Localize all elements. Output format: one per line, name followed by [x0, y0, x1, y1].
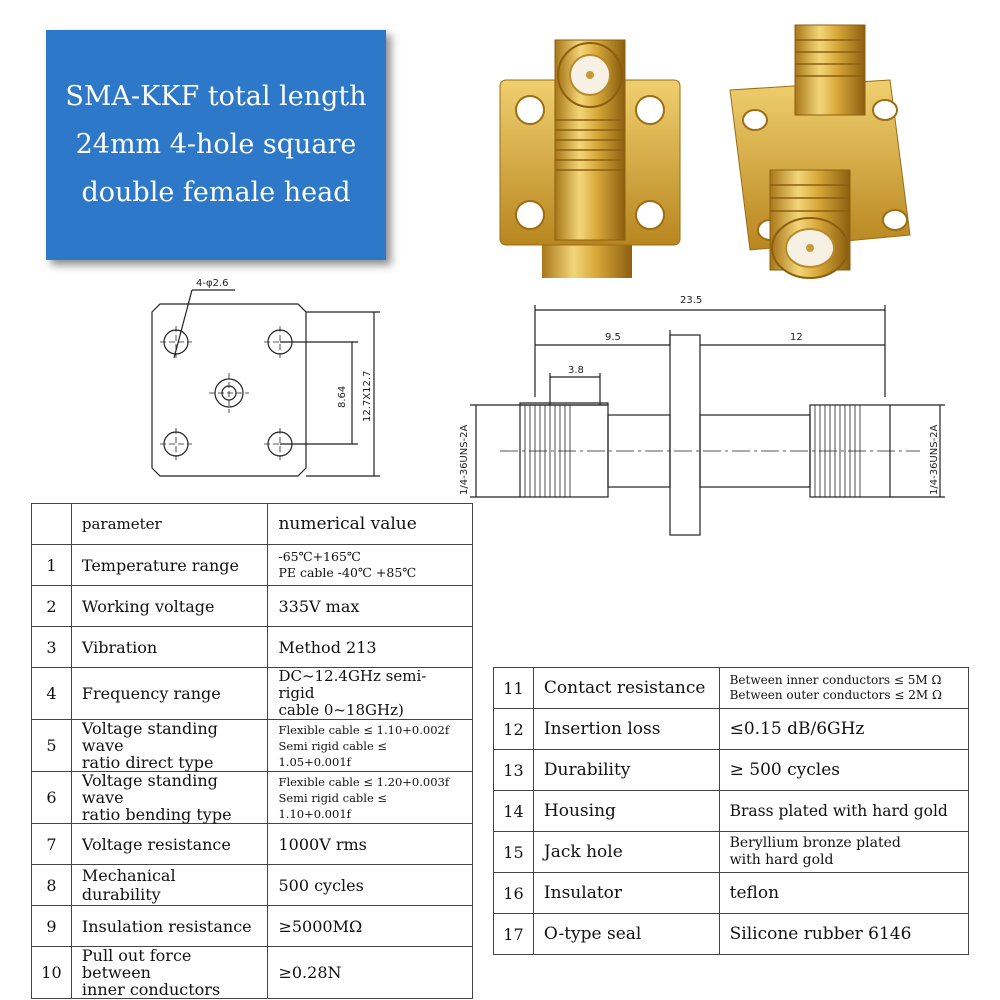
row-value: Brass plated with hard gold — [719, 791, 968, 832]
thread-right-label: 1/4-36UNS-2A — [929, 424, 940, 495]
row-number: 8 — [32, 865, 72, 906]
row-number: 10 — [32, 947, 72, 999]
param-line: ratio bending type — [81, 805, 232, 824]
table-row — [32, 947, 473, 999]
dim-left-label: 9.5 — [605, 332, 621, 343]
title-line-2: 24mm 4-hole square — [75, 129, 357, 160]
param-line: Voltage standing wave — [81, 771, 218, 807]
row-param: Temperature range — [71, 545, 268, 586]
table-row — [32, 545, 473, 586]
product-photo — [490, 20, 970, 290]
row-value: Silicone rubber 6146 — [719, 914, 968, 955]
row-number: 6 — [32, 772, 72, 824]
row-param — [71, 772, 268, 824]
table-row — [32, 865, 473, 906]
row-param: Insulation resistance — [71, 906, 268, 947]
value-line: Flexible cable ≤ 1.20+0.003f — [278, 774, 450, 789]
value-line: -65℃+165℃ — [278, 549, 361, 564]
table-row — [494, 668, 969, 709]
value-line: with hard gold — [729, 852, 834, 868]
table-row — [494, 791, 969, 832]
header-parameter: parameter — [71, 504, 268, 545]
param-line: Voltage standing wave — [81, 719, 218, 755]
row-value — [719, 668, 968, 709]
table-row — [32, 824, 473, 865]
row-param: Insulator — [533, 873, 719, 914]
parameter-table-2 — [493, 667, 969, 955]
row-param: Frequency range — [71, 668, 268, 720]
param-line: inner conductors — [81, 980, 221, 999]
title-line-1: SMA-KKF total length — [65, 81, 367, 112]
value-line: DC~12.4GHz semi-rigid — [278, 667, 427, 702]
row-number: 11 — [494, 668, 534, 709]
dim-outer-label: 12.7X12.7 — [362, 370, 373, 422]
row-value — [268, 720, 473, 772]
row-param — [71, 947, 268, 999]
row-number: 2 — [32, 586, 72, 627]
row-number: 13 — [494, 750, 534, 791]
row-number: 17 — [494, 914, 534, 955]
row-value — [268, 772, 473, 824]
dim-inner-label: 8.64 — [337, 385, 348, 408]
table-row — [32, 772, 473, 824]
row-number: 16 — [494, 873, 534, 914]
value-line: Between outer conductors ≤ 2M Ω — [729, 688, 942, 702]
value-line: Between inner conductors ≤ 5M Ω — [729, 673, 942, 687]
value-line: Semi rigid cable ≤ 1.10+0.001f — [278, 790, 388, 821]
side-view-drawing — [440, 285, 970, 545]
row-number: 4 — [32, 668, 72, 720]
table-row — [494, 914, 969, 955]
row-param: Mechanical durability — [71, 865, 268, 906]
table-row — [494, 873, 969, 914]
value-line: cable 0~18GHz) — [278, 701, 404, 719]
parameter-table-1 — [31, 503, 473, 999]
row-value: Method 213 — [268, 627, 473, 668]
row-param — [71, 720, 268, 772]
dim-right-label: 12 — [790, 332, 803, 343]
row-value: ≤0.15 dB/6GHz — [719, 709, 968, 750]
row-value: ≥5000MΩ — [268, 906, 473, 947]
dim-total-label: 23.5 — [680, 295, 703, 306]
row-param: Durability — [533, 750, 719, 791]
row-number: 9 — [32, 906, 72, 947]
row-number: 1 — [32, 545, 72, 586]
row-value: ≥0.28N — [268, 947, 473, 999]
table-row — [32, 627, 473, 668]
title-line-3: double female head — [81, 177, 351, 208]
table-row — [494, 832, 969, 873]
row-value: 335V max — [268, 586, 473, 627]
table-row — [32, 906, 473, 947]
title-text — [51, 73, 381, 217]
row-number: 15 — [494, 832, 534, 873]
connector-angled-icon — [730, 25, 910, 278]
param-line: ratio direct type — [81, 753, 214, 772]
table-row — [494, 709, 969, 750]
row-param: Insertion loss — [533, 709, 719, 750]
row-value: ≥ 500 cycles — [719, 750, 968, 791]
param-line: Pull out force between — [81, 946, 192, 982]
row-number: 14 — [494, 791, 534, 832]
row-value — [268, 668, 473, 720]
table-row — [494, 750, 969, 791]
row-param: Vibration — [71, 627, 268, 668]
row-value: teflon — [719, 873, 968, 914]
row-param: Working voltage — [71, 586, 268, 627]
hole-label: 4-φ2.6 — [196, 278, 229, 289]
value-line: Beryllium bronze plated — [729, 835, 901, 851]
row-param: Contact resistance — [533, 668, 719, 709]
row-param: Housing — [533, 791, 719, 832]
value-line: PE cable -40℃ +85℃ — [278, 565, 417, 580]
connector-front-icon — [500, 40, 680, 278]
row-number: 12 — [494, 709, 534, 750]
title-box — [46, 30, 386, 260]
row-param: O-type seal — [533, 914, 719, 955]
table-row — [32, 668, 473, 720]
thread-left-label: 1/4-36UNS-2A — [459, 424, 470, 495]
table-row — [32, 720, 473, 772]
row-number: 7 — [32, 824, 72, 865]
value-line: Semi rigid cable ≤ 1.05+0.001f — [278, 738, 388, 769]
row-value: 500 cycles — [268, 865, 473, 906]
row-value — [719, 832, 968, 873]
row-param: Voltage resistance — [71, 824, 268, 865]
table-header-row — [32, 504, 473, 545]
row-param: Jack hole — [533, 832, 719, 873]
row-value — [268, 545, 473, 586]
row-value: 1000V rms — [268, 824, 473, 865]
dim-thread-label: 3.8 — [568, 365, 584, 376]
front-view-drawing — [140, 270, 400, 510]
header-value: numerical value — [268, 504, 473, 545]
table-row — [32, 586, 473, 627]
value-line: Flexible cable ≤ 1.10+0.002f — [278, 722, 450, 737]
row-number: 3 — [32, 627, 72, 668]
row-number: 5 — [32, 720, 72, 772]
